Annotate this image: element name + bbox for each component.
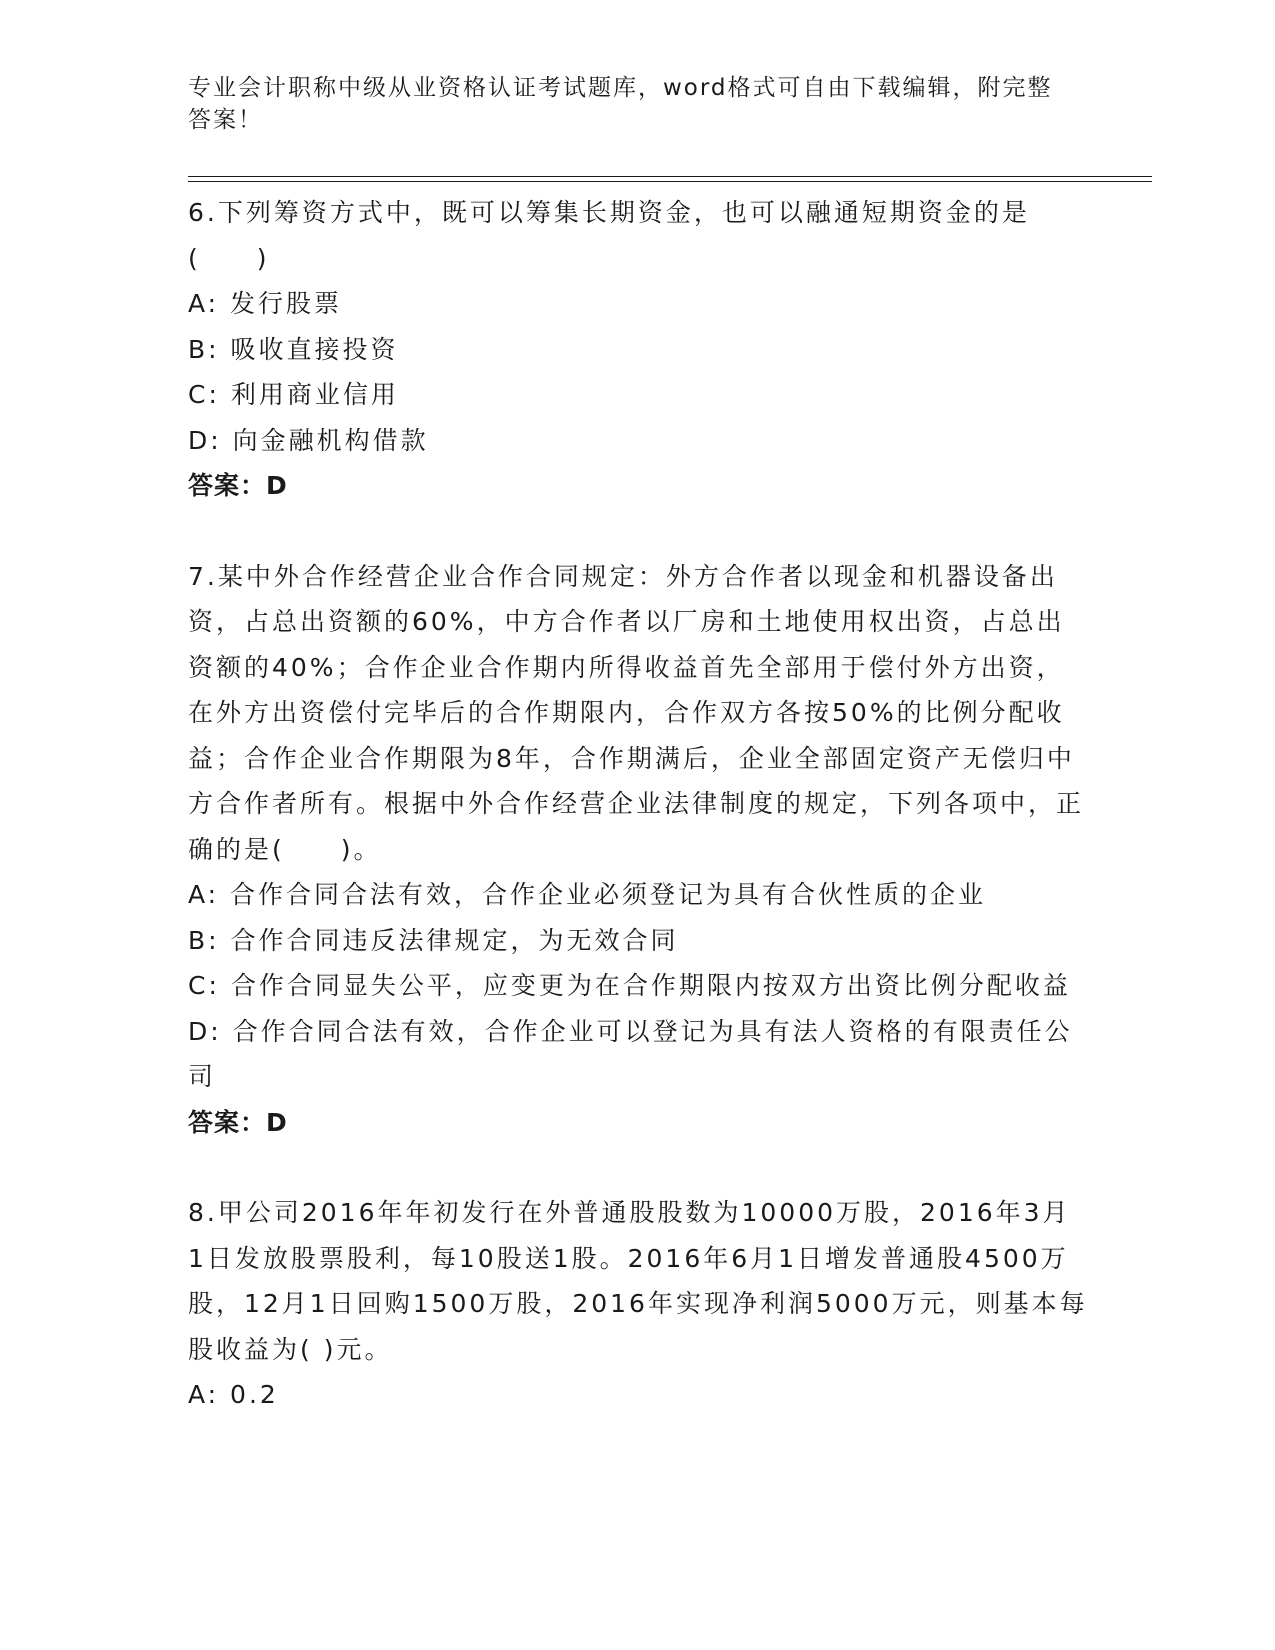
option-c: C: 利用商业信用 (188, 380, 399, 409)
question-text: 7.某中外合作经营企业合作合同规定：外方合作者以现金和机器设备出资，占总出资额的60%，中方合作者以厂房和土地使用权出资，占总出资额的40%；合作企业合作期内所得收益首先全部用于偿付外方出资，在外方出资偿付完毕后的合作期限内，合作双方各按50%的比例分配收益；合作企业合作期限为8年，合作期满后，企业全部固定资产无偿归中方合作者所有。根据中外合作经营企业法律制度的规定，下列各项中，正确的是( )。 (188, 561, 1085, 864)
header-divider-bottom (188, 181, 1152, 182)
header-divider-top (188, 176, 1152, 177)
option-a: A: 0.2 (188, 1380, 279, 1409)
question-list (188, 190, 1088, 1418)
option-b: B: 吸收直接投资 (188, 334, 399, 364)
option-d: D: 向金融机构借款 (188, 425, 429, 455)
question-text: 8.甲公司2016年年初发行在外普通股股数为10000万股，2016年3月1日发放股票股利，每10股送1股。2016年6月1日增发普通股4500万股，12月1日回购1500万股，2016年实现净利润5000万元，则基本每股收益为( )元。 (188, 1198, 1088, 1364)
answer-label: 答案：D (188, 1107, 288, 1137)
spacer (188, 509, 1088, 554)
question-6 (188, 190, 1088, 509)
question-text: 6.下列筹资方式中，既可以筹集长期资金，也可以融通短期资金的是( ) (188, 198, 1030, 273)
option-a: A: 合作合同合法有效，合作企业必须登记为具有合伙性质的企业 (188, 880, 987, 909)
spacer (188, 1145, 1088, 1190)
question-7 (188, 554, 1088, 1146)
option-d: D: 合作合同合法有效，合作企业可以登记为具有法人资格的有限责任公司 (188, 1016, 1073, 1091)
page-header: 专业会计职称中级从业资格认证考试题库，word格式可自由下载编辑，附完整答案！ (188, 75, 1053, 133)
option-c: C: 合作合同显失公平，应变更为在合作期限内按双方出资比例分配收益 (188, 971, 1071, 1000)
question-8 (188, 1190, 1088, 1418)
option-a: A: 发行股票 (188, 289, 343, 318)
answer-label: 答案：D (188, 471, 288, 500)
option-b: B: 合作合同违反法律规定，为无效合同 (188, 925, 679, 955)
